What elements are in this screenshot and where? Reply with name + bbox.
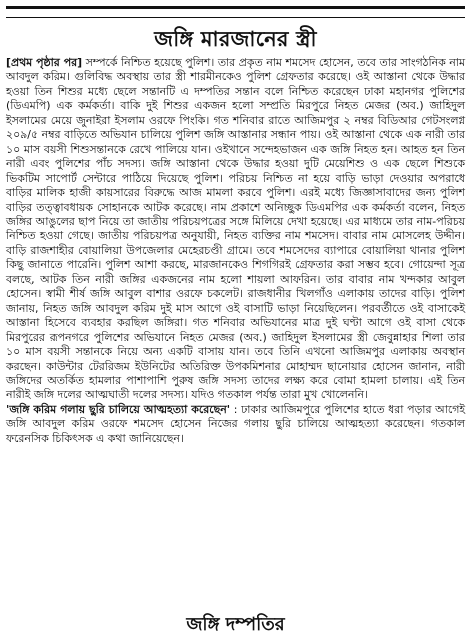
paragraph-1 — [6, 56, 465, 403]
paragraph-2-text: : ঢাকার আজিমপুরে পুলিশের হাতে ধরা পড়ার আগেই জঙ্গি আবদুল করিম ওরফে শমসেদ হোসেন নিজের গলায় ছুরি চালিয়ে আত্মহত্যা করেছেন। গতকাল ফরেনসিক চিকিৎসক এ কথা জানিয়েছেন। — [6, 402, 465, 445]
article-headline: জঙ্গি মারজানের স্ত্রী — [154, 27, 317, 51]
continuation-label: [প্রথম পৃষ্ঠার পর] — [6, 56, 83, 69]
paragraph-2 — [6, 403, 465, 446]
article-subhead: 'জঙ্গি করিম গলায় ছুরি চালিয়ে আত্মহত্যা করেছেন' — [6, 402, 231, 416]
next-headline-fragment — [0, 614, 471, 635]
article-body — [6, 56, 465, 446]
top-rule — [6, 6, 465, 18]
next-headline-text: জঙ্গি দম্পতির — [186, 614, 285, 635]
paragraph-1-text: সম্পর্কে নিশ্চিত হয়েছে পুলিশ। তার প্রকৃত নাম শমসেদ হোসেন, তবে তার সাংগঠনিক নাম আবদুল করিম। গুলিবিদ্ধ অবস্থায় তার স্ত্রী শারমীনকেও পুলিশ গ্রেফতার করেছে। ওই আস্তানা থেকে উদ্ধার হওয়া তিন শিশুর মধ্যে ছেলে সন্তানটি এ দম্পতির সন্তান বলে নিশ্চিত করেছেন ঢাকা মহানগর পুলিশের (ডিএমপি) এক কর্মকর্তা। বাকি দুই শিশুর একজন হলো সম্প্রতি মিরপুরে নিহত মেজর (অব.) জাহিদুল ইসলামের মেয়ে জুনাইরা ইসলাম ওরফে পিংকি। গত শনিবার রাতে আজিমপুর ২ নম্বর বিডিআর গেটসংলগ্ন ২০৯/৫ নম্বর বাড়িতে অভিযান চালিয়ে পুলিশ জঙ্গি আস্তানার সন্ধান পায়। ওই আস্তানা থেকে এক নারী তার ১০ মাস বয়সী শিশুসন্তানকে রেখে পালিয়ে যান। ওইখানে সন্দেহভাজন এক জঙ্গি নিহত হন। আহত হন তিন নারী এবং পুলিশের পাঁচ সদস্য। জঙ্গি আস্তানা থেকে উদ্ধার হওয়া দুটি মেয়েশিশু ও এক ছেলে শিশুকে ভিকটিম সাপোর্ট সেন্টারে পাঠিয়ে দিয়েছে পুলিশ। পরিচয় নিশ্চিত না হয়ে বাড়ি ভাড়া দেওয়ার অপরাধে বাড়ির মালিক হাজী কায়সারের বিরুদ্ধে আজ মামলা করবে পুলিশ। এরই মধ্যে জিজ্ঞাসাবাদের জন্য পুলিশ বাড়ির তত্ত্বাবধায়ক সোহানকে আটক করেছে। নাম প্রকাশে অনিচ্ছুক ডিএমপির এক কর্মকর্তা বলেন, নিহত জঙ্গির আঙুলের ছাপ নিয়ে তা জাতীয় পরিচয়পত্রের সঙ্গে মিলিয়ে দেখা হয়েছে। এর মাধ্যমে তার নাম-পরিচয় নিশ্চিত হওয়া গেছে। জাতীয় পরিচয়পত্র অনুযায়ী, নিহত ব্যক্তির নাম শমসেদ। বাবার নাম মোসলেহ উদ্দীন। বাড়ি রাজশাহীর বোয়ালিয়া উপজেলার মেহেরচণ্ডী গ্রামে। তবে শমসেদের ব্যাপারে বোয়ালিয়া থানার পুলিশ কিছু জানাতে পারেনি। পুলিশ আশা করছে, মারজানকেও শিগগিরই গ্রেফতার করা সম্ভব হবে। গোয়েন্দা সূত্র বলছে, আটক তিন নারী জঙ্গির একজনের নাম হলো শায়লা আফরিন। তার বাবার নাম খন্দকার আবুল হোসেন। স্বামী শীর্ষ জঙ্গি আবুল বাশার ওরফে চকলেট। রাজধানীর খিলগাঁও এলাকায় তাদের বাড়ি। পুলিশ জানায়, নিহত জঙ্গি আবদুল করিম দুই মাস আগে ওই বাসাটি ভাড়া নিয়েছিলেন। পরবর্তীতে ওই বাসাকেই আস্তানা হিসেবে ব্যবহার করছিল জঙ্গিরা। গত শনিবার অভিযানের মাত্র দুই ঘণ্টা আগে ওই বাসা থেকে মিরপুরের রূপনগরে পুলিশের অভিযানে নিহত মেজর (অব.) জাহিদুল ইসলামের স্ত্রী জেবুন্নাহার শিলা তার ১০ মাস বয়সী সন্তানকে নিয়ে অন্য একটি বাসায় যান। তবে তিনি এখনো আজিমপুর এলাকায় অবস্থান করছেন। কাউন্টার টেররিজম ইউনিটের অতিরিক্ত উপকমিশনার মোহাম্মদ ছানোয়ার হোসেন জানান, নারী জঙ্গিদের অতর্কিত হামলার পাশাপাশি পুরুষ জঙ্গি সদস্য তাদের লক্ষ্য করে বোমা হামলা চালায়। এই তিন নারীই জঙ্গি দলের আত্মঘাতী দলের সদস্য। যদিও গতকাল পর্যন্ত তারা মুখ খোলেননি। — [6, 56, 466, 402]
